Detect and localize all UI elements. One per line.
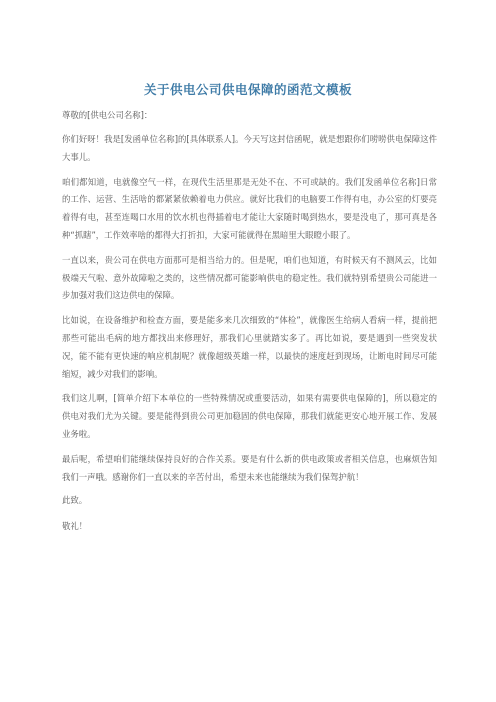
paragraph-intro: 你们好呀！我是[发函单位名称]的[具体联系人]。今天写这封信函呢，就是想跟你们唠唠供电保障这件大事儿。	[62, 134, 437, 162]
paragraph-suggestions: 比如说，在设备维护和检查方面，要是能多来几次细致的“体检”，就像医生给病人看病一样，提前把那些可能出毛病的地方都找出来修理好，那我们心里就踏实多了。再比如说，要是遇到一些突发状况，能不能有更快速的响应机制呢？就像超级英雄一样，以最快的速度赶到现场，让断电时间尽可能缩短，减少对我们的影响。	[62, 315, 437, 379]
paragraph-special-needs: 我们这儿啊，[简单介绍下本单位的一些特殊情况或重要活动，如果有需要供电保障的]，所以稳定的供电对我们尤为关键。要是能得到贵公司更加稳固的供电保障，那我们就能更安心地开展工作、发展业务啦。	[62, 393, 437, 439]
paragraph-request: 一直以来，贵公司在供电方面那可是相当给力的。但是呢，咱们也知道，有时候天有不测风云，比如极端天气啦、意外故障啦之类的，这些情况都可能影响供电的稳定性。我们就特别希望贵公司能进一步加强对我们这边供电的保障。	[62, 254, 437, 301]
closing-jing-li: 敬礼！	[62, 521, 88, 532]
paragraph-importance: 咱们都知道，电就像空气一样，在现代生活里那是无处不在、不可或缺的。我们[发函单位名称]日常的工作、运营、生活啥的都紧紧依赖着电力供应。就好比我们的电脑要工作得有电，办公室的灯要亮着得有电，甚至连喝口水用的饮水机也得插着电才能让大家随时喝到热水，要是没电了，那可真是各种“抓瞎”，工作效率啥的都得大打折扣，大家可能就得在黑暗里大眼瞪小眼了。	[62, 176, 437, 240]
closing-ci-zhi: 此致。	[62, 495, 88, 506]
document-title: 关于供电公司供电保障的函范文模板	[143, 82, 352, 97]
document-body	[62, 108, 437, 545]
paragraph-conclusion: 最后呢，希望咱们能继续保持良好的合作关系。要是有什么新的供电政策或者相关信息，也麻烦告知我们一声哦。感谢你们一直以来的辛苦付出，希望未来也能继续为我们保驾护航！	[62, 453, 437, 482]
greeting: 尊敬的[供电公司名称]：	[62, 110, 153, 120]
